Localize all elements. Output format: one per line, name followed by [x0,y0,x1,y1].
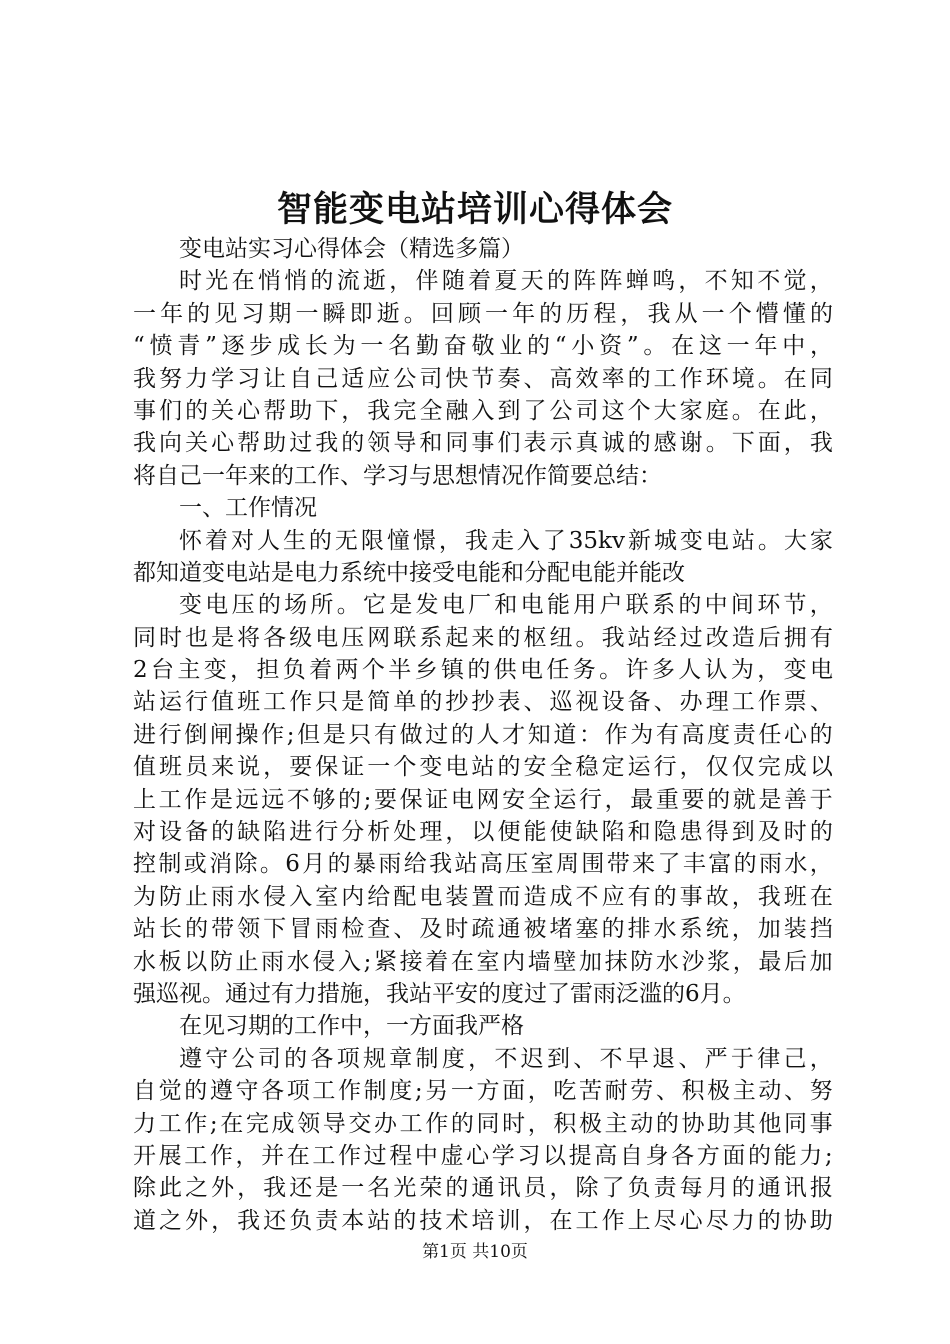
body-line: 事 们 的 关 心 帮 助 下 ， 我 完 全 融 入 到 了 公 司 这 个 大 家 庭 。 在 此 ， [133,397,833,424]
body-line: 一 年 的 见 习 期 一 瞬 即 逝 。 回 顾 一 年 的 历 程 ， 我 从 一 个 懵 懂 的 [133,300,833,327]
body-line: 进 行 倒 闸 操 作 ; 但 是 只 有 做 过 的 人 才 知 道 ： 作 为 有 高 度 责 任 心 的 [133,721,833,748]
body-line: 将自己一年来的工作、学习与思想情况作简要总结： [133,462,662,489]
body-line: 强巡视。通过有力措施，我站平安的度过了雷雨泛滥的6月。 [133,980,746,1007]
page-footer: 第1页 共10页 [422,1242,528,1262]
body-line: 一、工作情况 [179,495,317,522]
body-line: 我 努 力 学 习 让 自 己 适 应 公 司 快 节 奏 、 高 效 率 的 工 作 环 境 。 在 同 [133,365,833,392]
body-line: 自 觉 的 遵 守 各 项 工 作 制 度 ; 另 一 方 面 ， 吃 苦 耐 劳 、 积 极 主 动 、 努 [133,1078,833,1105]
body-line: 我 向 关 心 帮 助 过 我 的 领 导 和 同 事 们 表 示 真 诚 的 感 谢 。 下 面 ， 我 [133,430,833,457]
body-line: 2 台 主 变 ， 担 负 着 两 个 半 乡 镇 的 供 电 任 务 。 许 多 人 认 为 ， 变 电 [133,657,833,684]
body-line: 值 班 员 来 说 ， 要 保 证 一 个 变 电 站 的 安 全 稳 定 运 行 ， 仅 仅 完 成 以 [133,754,833,781]
body-line: 除 此 之 外 ， 我 还 是 一 名 光 荣 的 通 讯 员 ， 除 了 负 责 每 月 的 通 讯 报 [133,1175,833,1202]
body-line: 力 工 作 ; 在 完 成 领 导 交 办 工 作 的 同 时 ， 积 极 主 动 的 协 助 其 他 同 事 [133,1110,833,1137]
body-line: 遵 守 公 司 的 各 项 规 章 制 度 ， 不 迟 到 、 不 早 退 、 严 于 律 己 ， [179,1045,833,1072]
body-line: 都知道变电站是电力系统中接受电能和分配电能并能改 [133,559,685,586]
document-title: 智能变电站培训心得体会 [276,189,673,230]
body-line: 时 光 在 悄 悄 的 流 逝 ， 伴 随 着 夏 天 的 阵 阵 蝉 鸣 ， 不 知 不 觉 ， [179,268,833,295]
body-line: 怀 着 对 人 生 的 无 限 憧 憬 ， 我 走 入 了 35kv 新 城 变 电 站 。 大 家 [179,527,833,554]
body-line: 站 长 的 带 领 下 冒 雨 检 查 、 及 时 疏 通 被 堵 塞 的 排 水 系 统 ， 加 装 挡 [133,916,833,943]
body-line: 开 展 工 作 ， 并 在 工 作 过 程 中 虚 心 学 习 以 提 高 自 身 各 方 面 的 能 力 ; [133,1142,833,1169]
body-line: 变 电 压 的 场 所 。 它 是 发 电 厂 和 电 能 用 户 联 系 的 中 间 环 节 ， [179,592,833,619]
body-line: 变电站实习心得体会（精选多篇） [179,236,524,262]
body-line: 为 防 止 雨 水 侵 入 室 内 给 配 电 装 置 而 造 成 不 应 有 的 事 故 ， 我 班 在 [133,883,833,910]
body-line: 站 运 行 值 班 工 作 只 是 简 单 的 抄 抄 表 、 巡 视 设 备 、 办 理 工 作 票 、 [133,689,833,716]
document-body [133,233,833,1237]
body-line: 上 工 作 是 远 远 不 够 的 ; 要 保 证 电 网 安 全 运 行 ， 最 重 要 的 就 是 善 于 [133,786,833,813]
body-line: 在见习期的工作中，一方面我严格 [179,1013,524,1040]
body-line: 道 之 外 ， 我 还 负 责 本 站 的 技 术 培 训 ， 在 工 作 上 尽 心 尽 力 的 协 助 [133,1207,833,1234]
body-line: “ 愤 青 ” 逐 步 成 长 为 一 名 勤 奋 敬 业 的 “ 小 资 ” 。 在 这 一 年 中 ， [133,333,833,360]
body-line: 同 时 也 是 将 各 级 电 压 网 联 系 起 来 的 枢 纽 。 我 站 经 过 改 造 后 拥 有 [133,624,833,651]
body-line: 对 设 备 的 缺 陷 进 行 分 析 处 理 ， 以 便 能 使 缺 陷 和 隐 患 得 到 及 时 的 [133,819,833,846]
body-line: 水 板 以 防 止 雨 水 侵 入 ; 紧 接 着 在 室 内 墙 壁 加 抹 防 水 沙 浆 ， 最 后 加 [133,948,833,975]
body-line: 控 制 或 消 除 。 6 月 的 暴 雨 给 我 站 高 压 室 周 围 带 来 了 丰 富 的 雨 水 ， [133,851,833,878]
